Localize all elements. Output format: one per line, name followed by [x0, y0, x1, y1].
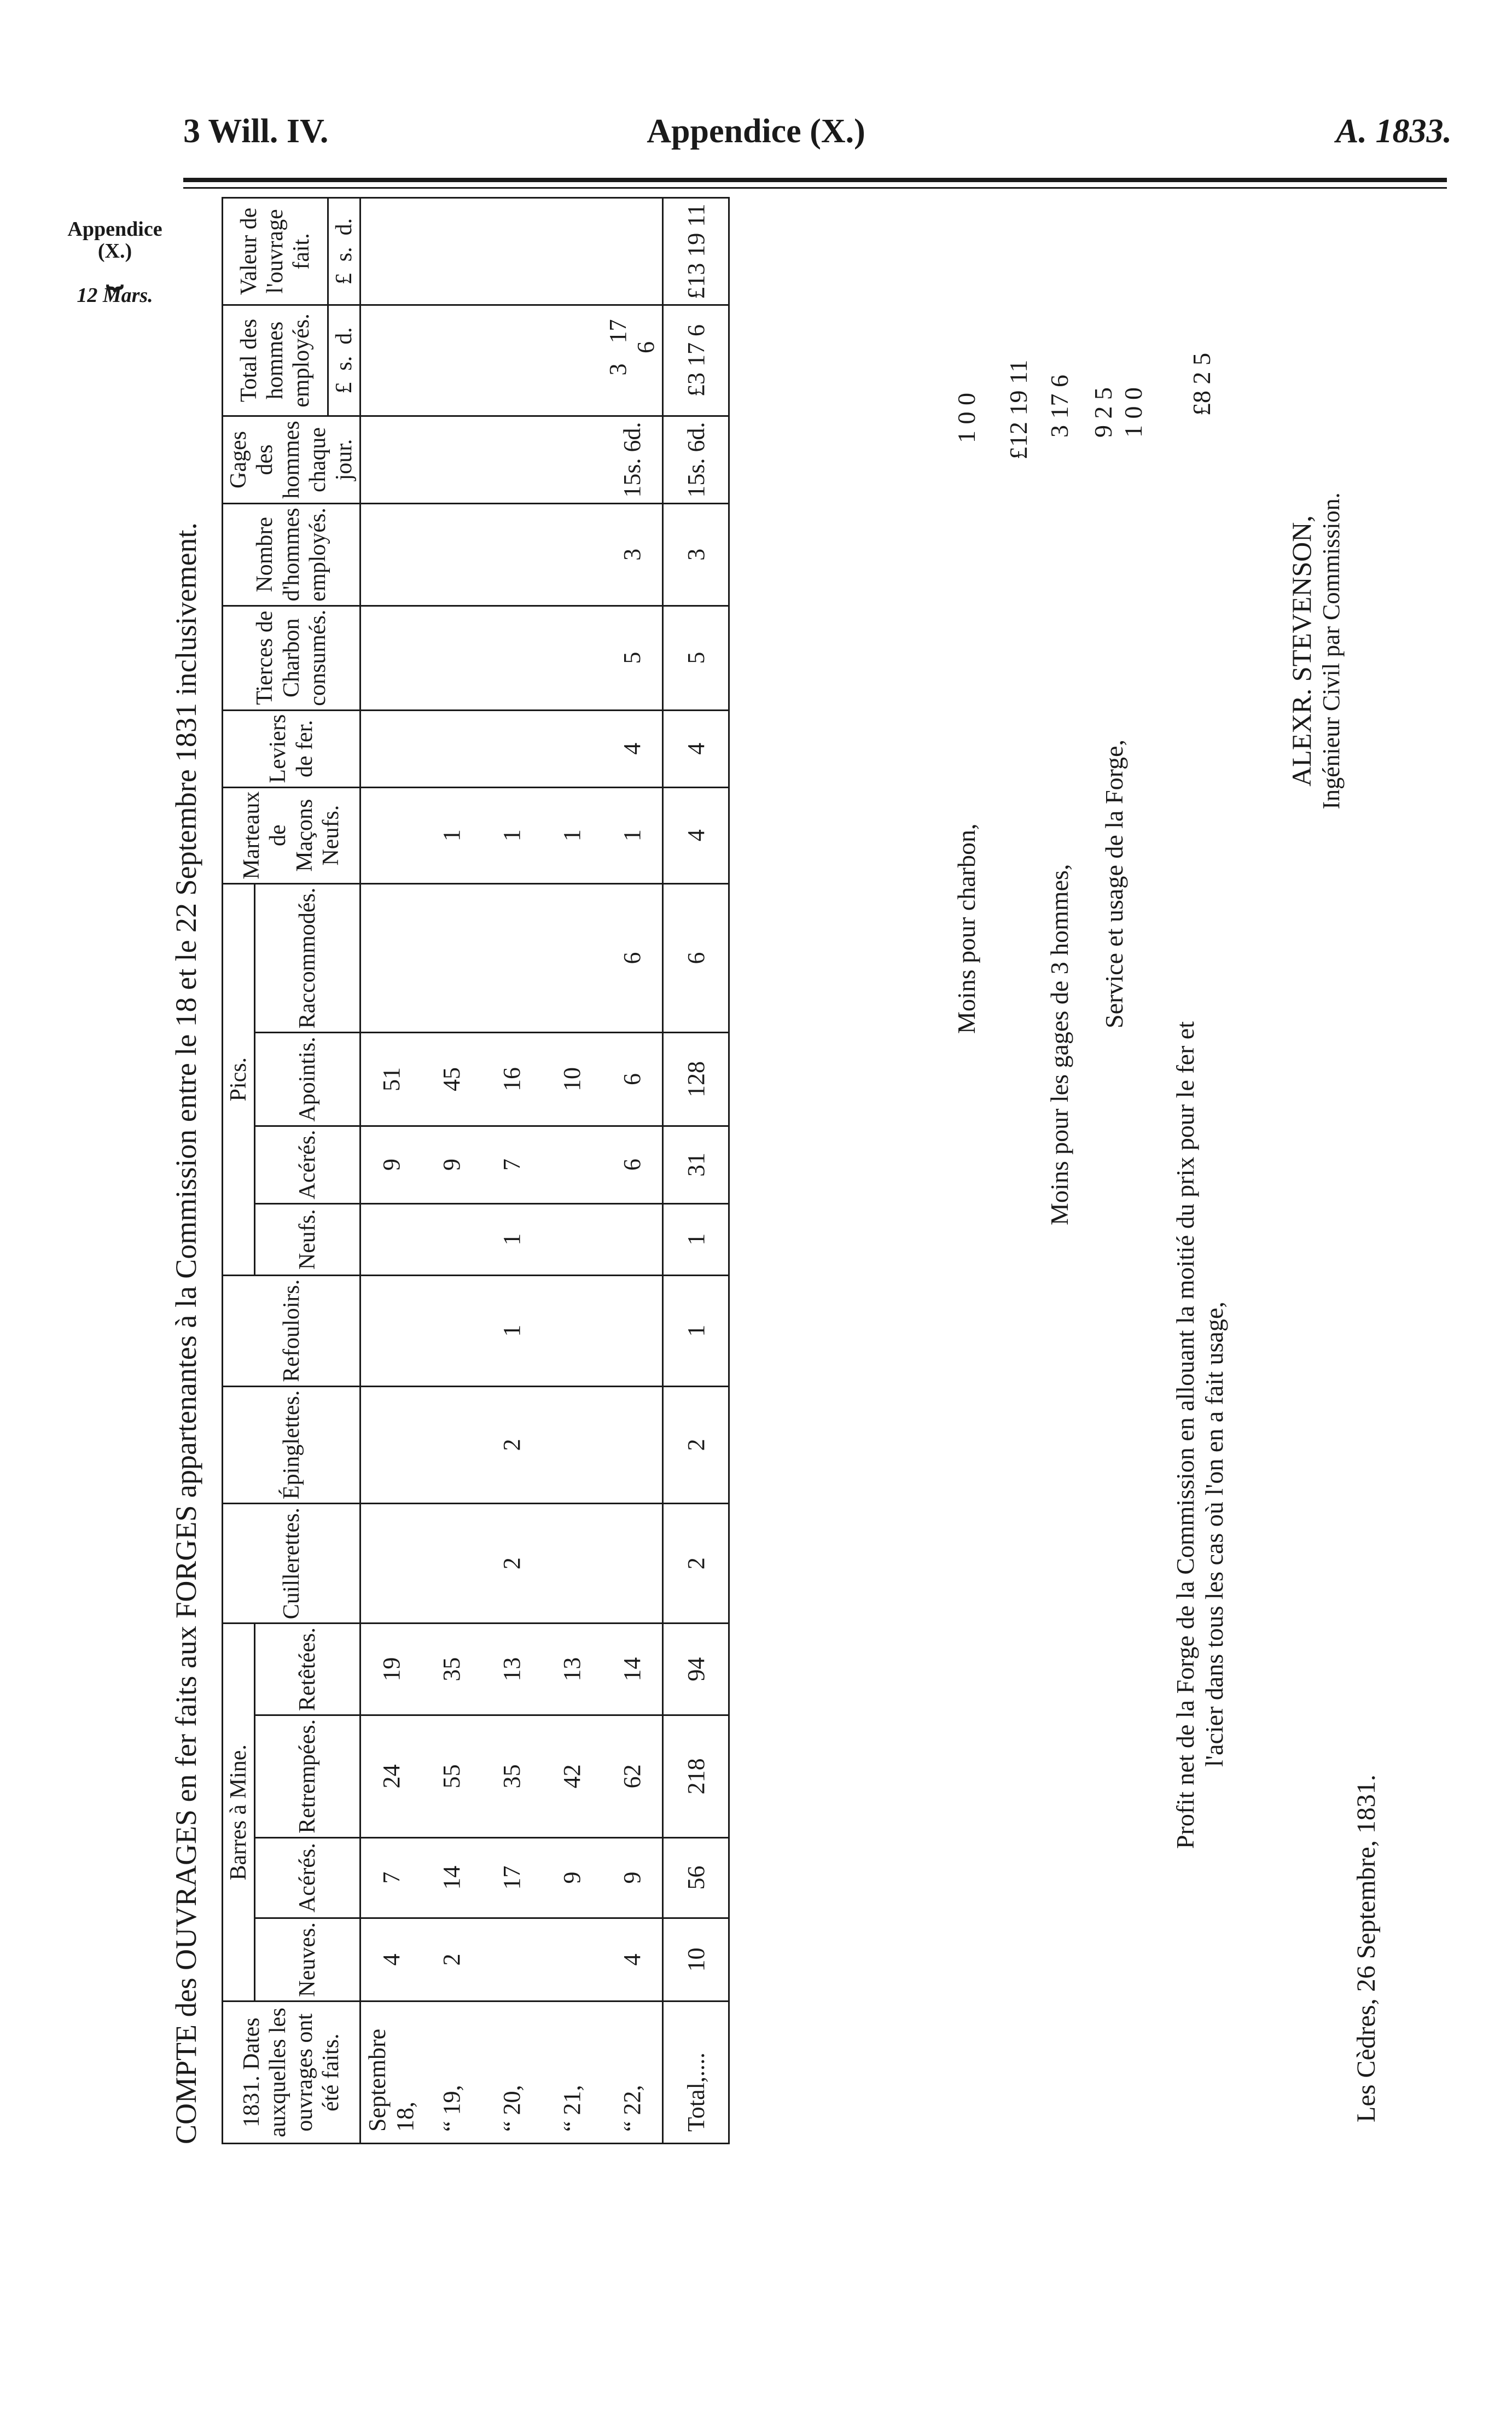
table-cell: [421, 416, 481, 503]
table-cell: [542, 883, 602, 1033]
table-cell: 13: [542, 1624, 602, 1715]
table-cell: [421, 504, 481, 606]
table-cell: [481, 305, 542, 416]
table-cell: 16: [481, 1033, 542, 1126]
money-part: 6: [632, 341, 660, 353]
table-cell: [360, 1504, 422, 1624]
table-cell: 4: [602, 710, 663, 787]
total-hommes-units: [328, 305, 360, 416]
table-cell: 17: [481, 1837, 542, 1918]
signature: [1286, 295, 1345, 1006]
table-cell: [360, 1203, 422, 1275]
table-cell: [602, 1203, 663, 1275]
summary-gages-value: 3 17 6: [1045, 375, 1073, 438]
table-cell: 56: [663, 1837, 729, 1918]
rotated-account-sheet: [159, 197, 1461, 2155]
table-cell: “ 22,: [602, 2002, 663, 2144]
table-cell: 2: [421, 1918, 481, 2002]
table-cell: 2: [481, 1504, 542, 1624]
money-part: £: [332, 382, 357, 394]
money-part: £: [332, 273, 357, 285]
header-rule-bottom: [183, 187, 1447, 189]
table-cell: 55: [421, 1715, 481, 1837]
summary-forge-value1: 9 2 5: [1089, 387, 1117, 438]
table-cell: 6: [663, 883, 729, 1033]
table-cell: 94: [663, 1624, 729, 1715]
table-cell: “ 20,: [481, 2002, 542, 2144]
margin-note-line1: Appendice: [67, 218, 162, 241]
table-cell: [421, 710, 481, 787]
table-cell: [542, 416, 602, 503]
table-cell: [421, 1275, 481, 1386]
table-cell: 24: [360, 1715, 422, 1837]
table-cell: [421, 198, 481, 305]
group-barres-header: Barres à Mine.: [223, 1624, 255, 2002]
leviers-header: Leviers de fer.: [223, 710, 360, 787]
tierces-header: Tierces de Charbon consumés.: [223, 606, 360, 710]
table-cell: 15s. 6d.: [663, 416, 729, 503]
table-cell: 9: [421, 1126, 481, 1203]
table-cell: 6: [602, 1033, 663, 1126]
table-cell: Total,....: [663, 2002, 729, 2144]
table-cell: 35: [421, 1624, 481, 1715]
table-cell: Septembre 18,: [360, 2002, 422, 2144]
acerees-header: Acérés.: [255, 1837, 360, 1918]
table-row: [481, 198, 542, 2144]
table-row: [421, 198, 481, 2144]
table-cell: 6: [602, 1126, 663, 1203]
table-cell: 4: [602, 1918, 663, 2002]
table-cell: 218: [663, 1715, 729, 1837]
nombre-header: Nombre d'hommes employés.: [223, 504, 360, 606]
table-cell: [542, 1918, 602, 2002]
table-cell: 45: [421, 1033, 481, 1126]
gages-header: Gages des hommes chaque jour.: [223, 416, 360, 503]
table-cell: 2: [481, 1386, 542, 1503]
table-row: [542, 198, 602, 2144]
table-cell: 9: [602, 1837, 663, 1918]
table-cell: [481, 710, 542, 787]
margin-note-date: 12 Mars.: [77, 284, 153, 307]
table-cell: 19: [360, 1624, 422, 1715]
table-cell: 51: [360, 1033, 422, 1126]
summary-charbon-value: 1 0 0: [952, 393, 980, 443]
table-cell: [542, 198, 602, 305]
table-cell: 62: [602, 1715, 663, 1837]
table-cell: 1: [481, 787, 542, 883]
summary-gages-label: Moins pour les gages de 3 hommes,: [1045, 864, 1073, 1225]
table-cell: [421, 1386, 481, 1503]
table-cell: 15s. 6d.: [602, 416, 663, 503]
pics-aceres-header: Acérés.: [255, 1126, 360, 1203]
table-cell: 5: [602, 606, 663, 710]
summary-forge-value2: 1 0 0: [1119, 387, 1147, 438]
pics-raccommodes-header: Raccommodés.: [255, 883, 360, 1033]
table-cell: [360, 606, 422, 710]
table-cell: [481, 883, 542, 1033]
table-cell: 10: [663, 1918, 729, 2002]
epinglettes-header: Épinglettes.: [223, 1386, 360, 1503]
valeur-header: Valeur de l'ouvrage fait.: [223, 198, 328, 305]
money-part: d.: [332, 327, 357, 345]
table-cell: [542, 305, 602, 416]
table-cell: [360, 198, 422, 305]
table-cell: [542, 1386, 602, 1503]
table-cell: [542, 1275, 602, 1386]
account-title: COMPTE des OUVRAGES en fer faits aux FORGES appartenantes à la Commission entre le 18 et le 22 Septembre 1831 inclusivement.: [170, 522, 202, 2144]
table-cell: 128: [663, 1033, 729, 1126]
summary-charbon: [952, 268, 981, 1034]
table-cell: 14: [421, 1837, 481, 1918]
table-cell: [421, 606, 481, 710]
neuves-header: Neuves.: [255, 1918, 360, 2002]
table-row: [360, 198, 422, 2144]
brace-icon: ⏟: [106, 258, 124, 289]
money-part: d.: [332, 218, 357, 236]
table-cell: [360, 710, 422, 787]
table-cell: [481, 198, 542, 305]
table-cell: [481, 1918, 542, 2002]
table-cell: [360, 1275, 422, 1386]
refouloirs-header: Refouloirs.: [223, 1275, 360, 1386]
table-cell: [542, 1504, 602, 1624]
signature-role: Ingénieur Civil par Commission.: [1318, 492, 1345, 810]
table-cell: 1: [421, 787, 481, 883]
money-part: s.: [332, 247, 357, 262]
table-cell: 3: [602, 504, 663, 606]
table-cell: 3: [663, 504, 729, 606]
table-cell: [421, 883, 481, 1033]
table-cell: “ 21,: [542, 2002, 602, 2144]
signature-name: ALEXR. STEVENSON,: [1286, 515, 1317, 787]
table-cell: 4: [663, 787, 729, 883]
margin-note-line2: (X.): [97, 239, 132, 263]
summary-forge: [1089, 263, 1147, 1028]
summary-gages: [1045, 241, 1074, 1225]
total-hommes-header: Total des hommes employés.: [223, 305, 328, 416]
table-cell: [360, 883, 422, 1033]
table-cell: 1: [481, 1203, 542, 1275]
table-cell: 14: [602, 1624, 663, 1715]
summary-subtotal-value: £12 19 11: [1004, 359, 1032, 459]
table-cell: 9: [542, 1837, 602, 1918]
header-left: 3 Will. IV.: [183, 113, 329, 150]
table-cell: 1: [542, 787, 602, 883]
table-cell: [602, 1275, 663, 1386]
summary-charbon-label: Moins pour charbon,: [952, 823, 980, 1034]
table-cell: 13: [481, 1624, 542, 1715]
table-cell: [421, 1203, 481, 1275]
table-cell: [542, 1203, 602, 1275]
table-cell: 1: [663, 1275, 729, 1386]
retetees-header: Retêtées.: [255, 1624, 360, 1715]
table-cell: 6: [602, 883, 663, 1033]
table-cell: 2: [663, 1386, 729, 1503]
pics-neufs-header: Neufs.: [255, 1203, 360, 1275]
table-cell: 9: [360, 1126, 422, 1203]
summary-profit-line2: l'acier dans tous les cas où l'on en a fait usage,: [1200, 1301, 1228, 1767]
table-cell: 4: [360, 1918, 422, 2002]
table-cell: [542, 710, 602, 787]
table-cell: [602, 1386, 663, 1503]
table-cell: [542, 1126, 602, 1203]
money-part: 3: [604, 363, 632, 376]
account-table: [222, 197, 730, 2144]
table-cell: [481, 416, 542, 503]
table-row: [602, 198, 663, 2144]
money-part: s.: [332, 356, 357, 371]
header-center: Appendice (X.): [647, 113, 865, 150]
marteaux-header: Marteaux de Maçons Neufs.: [223, 787, 360, 883]
table-cell: 31: [663, 1126, 729, 1203]
table-cell: 7: [481, 1126, 542, 1203]
valeur-units: [328, 198, 360, 305]
group-pics-header: Pics.: [223, 883, 255, 1275]
table-cell: [602, 1504, 663, 1624]
table-cell: 1: [481, 1275, 542, 1386]
table-cell: [542, 504, 602, 606]
table-cell: 5: [663, 606, 729, 710]
table-cell: 10: [542, 1033, 602, 1126]
table-cell: [602, 305, 663, 416]
table-cell: [360, 504, 422, 606]
header-right: A. 1833.: [1336, 113, 1452, 150]
table-cell: £13 19 11: [663, 198, 729, 305]
summary-forge-label: Service et usage de la Forge,: [1100, 740, 1128, 1028]
summary-profit: [1171, 263, 1229, 1849]
table-cell: 4: [663, 710, 729, 787]
summary-profit-value: £8 2 5: [1188, 353, 1216, 416]
margin-note: [55, 219, 175, 307]
table-cell: [481, 606, 542, 710]
cuillerettes-header: Cuillerettes.: [223, 1504, 360, 1624]
pics-apointis-header: Apointis.: [255, 1033, 360, 1126]
table-cell: “ 19,: [421, 2002, 481, 2144]
table-cell: [421, 305, 481, 416]
table-cell: [542, 606, 602, 710]
table-cell: [360, 416, 422, 503]
place-date: Les Cèdres, 26 Septembre, 1831.: [1352, 1774, 1381, 2122]
table-cell: 2: [663, 1504, 729, 1624]
table-cell: 1: [602, 787, 663, 883]
total-row: [663, 198, 729, 2144]
date-header: 1831. Dates auxquelles les ouvrages ont été faits.: [223, 2002, 360, 2144]
money-part: 17: [604, 319, 632, 344]
table-cell: [360, 305, 422, 416]
table-cell: [602, 198, 663, 305]
retrempees-header: Retrempées.: [255, 1715, 360, 1837]
table-cell: [360, 787, 422, 883]
table-cell: [421, 1504, 481, 1624]
table-cell: 7: [360, 1837, 422, 1918]
header-rule-top: [183, 178, 1447, 182]
table-cell: 1: [663, 1203, 729, 1275]
table-cell: [481, 504, 542, 606]
table-cell: £3 17 6: [663, 305, 729, 416]
summary-profit-line1: Profit net de la Forge de la Commission en allouant la moitié du prix pour le fer et: [1171, 1021, 1199, 1849]
table-cell: 42: [542, 1715, 602, 1837]
table-cell: 35: [481, 1715, 542, 1837]
table-cell: [360, 1386, 422, 1503]
